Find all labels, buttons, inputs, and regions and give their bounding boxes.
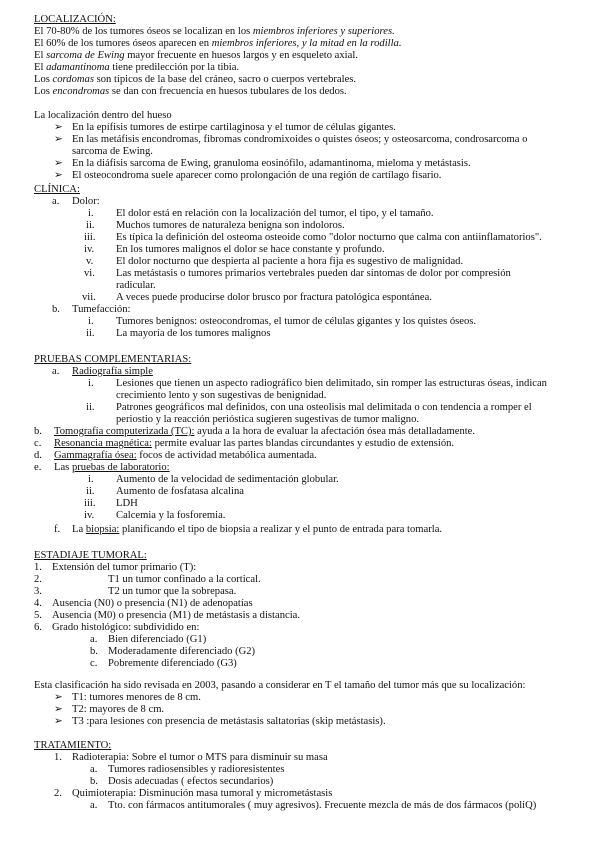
list-item: Tomografía computerizada (TC): ayuda a la hora de evaluar la afectación ósea más detalladamente. <box>54 426 476 437</box>
roman-marker: vi. <box>84 268 95 279</box>
list-marker: b. <box>90 776 98 787</box>
list-item: Resonancia magnética: permite evaluar las partes blandas circundantes y estudio de extensión. <box>54 438 455 449</box>
list-marker: 6. <box>34 622 42 633</box>
list-item: LDH <box>116 498 138 509</box>
list-item-cont: radicular. <box>116 280 156 291</box>
roman-marker: ii. <box>86 486 95 497</box>
list-item: A veces puede producirse dolor brusco por fractura patológica espontánea. <box>116 292 432 303</box>
roman-marker: vii. <box>82 292 96 303</box>
list-item: Radioterapia: Sobre el tumor o MTS para disminuir su masa <box>72 752 328 763</box>
list-item: En las metáfisis encondromas, fibromas condromixoides o quistes óseos; y osteosarcoma, condrosarcoma o <box>72 134 528 145</box>
paragraph-line: El 60% de los tumores óseos aparecen en miembros inferiores, y la mitad en la rodilla. <box>34 38 402 49</box>
roman-marker: iii. <box>84 232 96 243</box>
arrow-icon: ➢ <box>54 704 63 715</box>
arrow-icon: ➢ <box>54 716 63 727</box>
list-item: T3 :para lesiones con presencia de metástasis saltatorias (skip metástasis). <box>72 716 386 727</box>
roman-marker: ii. <box>86 220 95 231</box>
list-item: Dosis adecuadas ( efectos secundarios) <box>108 776 274 787</box>
list-item: Muchos tumores de naturaleza benigna son indoloros. <box>116 220 345 231</box>
section-title-estadiaje: ESTADIAJE TUMORAL: <box>34 550 147 561</box>
list-item: Quimioterapia: Disminución masa tumoral y micrometástasis <box>72 788 333 799</box>
list-item: Tumores radiosensibles y radioresistentes <box>108 764 285 775</box>
list-item: La mayoría de los tumores malignos <box>116 328 271 339</box>
list-item: En la diáfisis sarcoma de Ewing, granuloma eosinófilo, adamantinoma, mieloma y metástasis. <box>72 158 471 169</box>
list-item: T1: tumores menores de 8 cm. <box>72 692 201 703</box>
list-marker: e. <box>34 462 42 473</box>
list-marker: f. <box>54 524 61 535</box>
roman-marker: iii. <box>84 498 96 509</box>
list-marker: 5. <box>34 610 42 621</box>
list-marker: a. <box>90 800 98 811</box>
list-item: T1 un tumor confinado a la cortical. <box>108 574 261 585</box>
list-marker: b. <box>52 304 60 315</box>
arrow-icon: ➢ <box>54 122 63 133</box>
list-item: Las pruebas de laboratorio: <box>54 462 170 473</box>
list-item: Pobremente diferenciado (G3) <box>108 658 237 669</box>
list-item: En los tumores malignos el dolor se hace constante y profundo. <box>116 244 385 255</box>
list-item: Bien diferenciado (G1) <box>108 634 207 645</box>
list-marker: a. <box>90 764 98 775</box>
list-item-cont: periostio y la reacción perióstica sugieren sugestivas de tumor maligno. <box>116 414 420 425</box>
paragraph-line: Los encondromas se dan con frecuencia en huesos tubulares de los dedos. <box>34 86 347 97</box>
roman-marker: i. <box>88 378 94 389</box>
roman-marker: iv. <box>84 510 95 521</box>
list-marker: b. <box>90 646 98 657</box>
list-label: Radiografía simple <box>72 366 153 377</box>
roman-marker: i. <box>88 316 94 327</box>
list-item-cont: crecimiento lento y son sugestivas de benignidad. <box>116 390 327 401</box>
list-item: Ausencia (N0) o presencia (N1) de adenopatías <box>52 598 253 609</box>
paragraph-line: El adamantinoma tiene predilección por la tibia. <box>34 62 240 73</box>
list-marker: 2. <box>54 788 62 799</box>
list-marker: a. <box>90 634 98 645</box>
arrow-icon: ➢ <box>54 692 63 703</box>
list-label: Tumefacción: <box>72 304 131 315</box>
list-item: Es típica la definición del osteoma osteoide como "dolor nocturno que calma con antiinflamatorios". <box>116 232 542 243</box>
list-item: Tumores benignos: osteocondromas, el tumor de células gigantes y los quistes óseos. <box>116 316 477 327</box>
section-title-pruebas: PRUEBAS COMPLEMENTARIAS: <box>34 354 192 365</box>
paragraph-line: Los cordomas son típicos de la base del cráneo, sacro o cuerpos vertebrales. <box>34 74 357 85</box>
list-marker: d. <box>34 450 42 461</box>
list-item: Lesiones que tienen un aspecto radiográfico bien delimitado, sin romper las estructuras óseas, indican <box>116 378 547 389</box>
roman-marker: ii. <box>86 328 95 339</box>
section-title-localizacion: LOCALIZACIÓN: <box>34 14 116 25</box>
list-label: Dolor: <box>72 196 100 207</box>
paragraph-line: El 70-80% de los tumores óseos se localizan en los miembros inferiores y superiores. <box>34 26 395 37</box>
list-marker: a. <box>52 196 60 207</box>
roman-marker: v. <box>86 256 94 267</box>
section-title-tratamiento: TRATAMIENTO: <box>34 740 112 751</box>
list-item: Moderadamente diferenciado (G2) <box>108 646 256 657</box>
section-title-clinica: CLÍNICA: <box>34 184 80 195</box>
arrow-icon: ➢ <box>54 134 63 145</box>
roman-marker: iv. <box>84 244 95 255</box>
list-item: Aumento de la velocidad de sedimentación globular. <box>116 474 339 485</box>
list-marker: 2. <box>34 574 42 585</box>
list-item: Extensión del tumor primario (T): <box>52 562 197 573</box>
roman-marker: i. <box>88 208 94 219</box>
list-marker: a. <box>52 366 60 377</box>
list-item: Calcemia y la fosforemia. <box>116 510 226 521</box>
list-item: T2 un tumor que la sobrepasa. <box>108 586 237 597</box>
subheading: La localización dentro del hueso <box>34 110 172 121</box>
list-item-cont: sarcoma de Ewing. <box>72 146 153 157</box>
list-marker: c. <box>90 658 98 669</box>
list-item: La biopsia: planificando el tipo de biopsia a realizar y el punto de entrada para tomarla. <box>72 524 443 535</box>
paragraph-line: Esta clasificación ha sido revisada en 2003, pasando a considerar en T el tamaño del tumor más que su localización: <box>34 680 526 691</box>
list-item: Gammagrafía ósea: focos de actividad metabólica aumentada. <box>54 450 317 461</box>
list-marker: 1. <box>54 752 62 763</box>
roman-marker: i. <box>88 474 94 485</box>
list-item: Ausencia (M0) o presencia (M1) de metástasis a distancia. <box>52 610 300 621</box>
paragraph-line: El sarcoma de Ewing mayor frecuente en huesos largos y en esqueleto axial. <box>34 50 358 61</box>
roman-marker: ii. <box>86 402 95 413</box>
list-item: Grado histológico: subdividido en: <box>52 622 200 633</box>
list-item: Aumento de fosfatasa alcalina <box>116 486 244 497</box>
list-item: En la epífisis tumores de estirpe cartilaginosa y el tumor de células gigantes. <box>72 122 396 133</box>
arrow-icon: ➢ <box>54 170 63 181</box>
list-marker: 1. <box>34 562 42 573</box>
arrow-icon: ➢ <box>54 158 63 169</box>
list-item: Las metástasis o tumores primarios vertebrales pueden dar síntomas de dolor por compresión <box>116 268 511 279</box>
list-marker: b. <box>34 426 42 437</box>
list-marker: c. <box>34 438 42 449</box>
list-marker: 3. <box>34 586 42 597</box>
list-marker: 4. <box>34 598 42 609</box>
list-item: El dolor nocturno que despierta al paciente a hora fija es sugestivo de malignidad. <box>116 256 464 267</box>
list-item: Patrones geográficos mal definidos, con una osteolisis mal delimitada o con tendencia a romper el <box>116 402 532 413</box>
list-item: El osteocondroma suele aparecer como prolongación de una región de cartílago fisario. <box>72 170 442 181</box>
list-item: T2: mayores de 8 cm. <box>72 704 165 715</box>
list-item: El dolor está en relación con la localización del tumor, el tipo, y el tamaño. <box>116 208 434 219</box>
list-item: Tto. con fármacos antitumorales ( muy agresivos). Frecuente mezcla de más de dos fármacos (poliQ) <box>108 800 537 811</box>
